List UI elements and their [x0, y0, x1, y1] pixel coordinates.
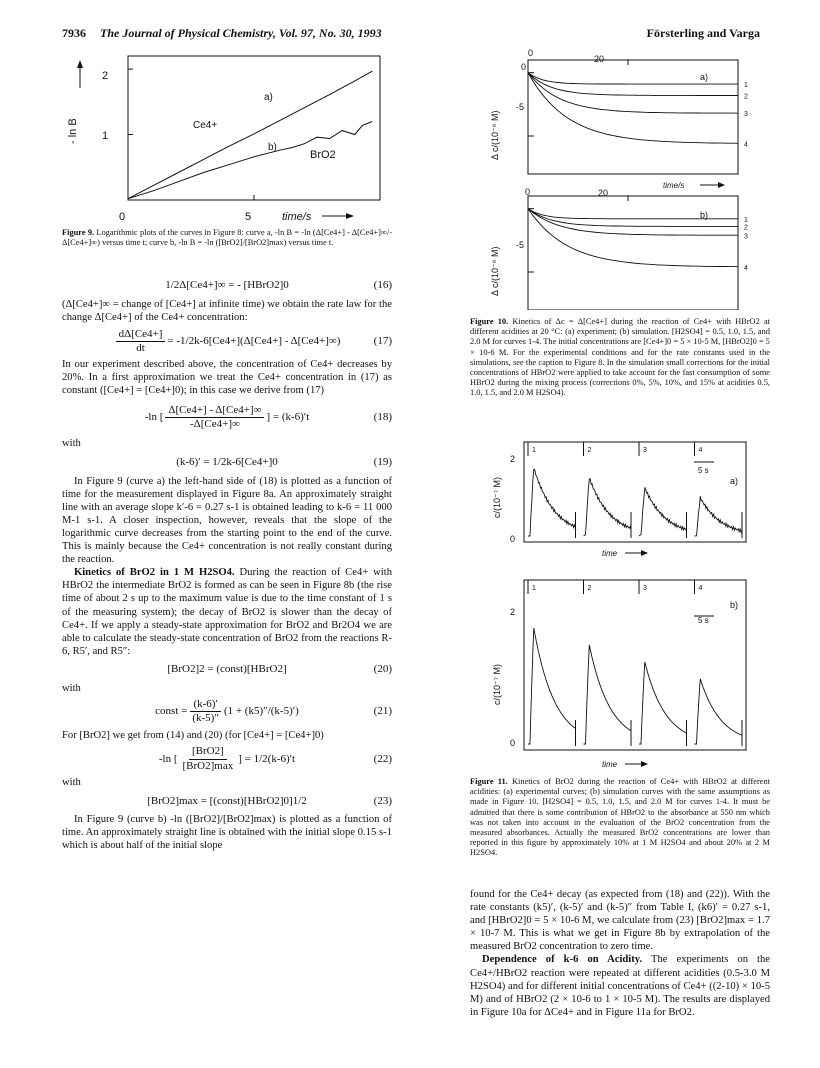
- fig11a-xlabel: time: [602, 549, 618, 558]
- fig11b-trace-2: [584, 645, 632, 744]
- fig11b-trace-4: [695, 679, 743, 744]
- paragraph: (Δ[Ce4+]∞ = change of [Ce4+] at infinite time) we obtain the rate law for the change Δ[Ce4+] of the Ce4+ concentration:: [62, 299, 392, 324]
- fig11b-frame: [524, 580, 746, 750]
- fig11a-trace-2: [584, 479, 632, 536]
- fig9-curve-a-species: Ce4+: [193, 120, 218, 131]
- paragraph: found for the Ce4+ decay (as expected from (18) and (22)). With the rate constants (k5)′, (k-5)′ and (k-5)″ from Table I, (k6)′ = 0.27 s-1, and [HBrO2]0 = 5 × 10-6 M, we calculate from (23) [BrO2]max = 1.7 × 10-7 M. This is what we get in Figure 8b by extrapolation of the measured BrO2 concentration to zero time.: [470, 889, 770, 953]
- fig9-xlabel: time/s: [282, 211, 312, 223]
- fig11a-segment-label: 2: [587, 447, 592, 454]
- paragraph: Dependence of k-6 on Acidity. The experiments on the Ce4+/HBrO2 reaction were repeated at different acidities (0.5-3.0 M H2SO4) and for different initial concentrations of Ce4+ ((2-10) × 10-5 M) and of HBrO2 (2 × 10-6 to 1 × 10-5 M). The results are displayed in Figure 10a for ΔCe4+ and in Figure 11a for BrO2.: [470, 954, 770, 1018]
- fig10a-tick-0: 0: [528, 48, 534, 58]
- fig9-frame: [128, 56, 380, 200]
- paragraph: In Figure 9 (curve a) the left-hand side of (18) is plotted as a function of time for the measurement displayed in Figure 8a. An approximately straight line with an average slope k′-6 = 0.27 s-1 is obtained leading to k-6 = 11 000 M-1 s-1. A closer inspection, however, reveals that the slope of the logarithmic curve decreases from the starting point to the end of the curve. This is mainly because the Ce4+ concentration is not really constant during the reaction.: [62, 475, 392, 566]
- equation-21: const = $\frac{(k-6)'}{(k-5)''}$ (1 + (k5)″/(k-5)′) (21): [155, 698, 392, 725]
- fig10-xlabel: time/s: [663, 181, 685, 190]
- paragraph: Kinetics of BrO2 in 1 M H2SO4. During the reaction of Ce4+ with HBrO2 the intermediate BrO2 is formed as can be seen in Figure 8b (the rise time of about 2 s up to the maximum value is due to the time constant of 1 s of the measuring system); the decay of BrO2 is slower than the decay of Ce4+. If we apply a steady-state approximation for BrO2 and Br2O4 we are able to calculate the steady-state concentration of BrO2 from the reactions R-6, R5′, and R5″:: [62, 567, 392, 657]
- fig10a-ytick-m5: -5: [516, 102, 525, 112]
- fig11b-trace-1: [528, 628, 576, 744]
- figure-9-plot: [62, 52, 392, 224]
- fig11a-trace-3: [639, 487, 687, 536]
- fig11a-scale-bar: 5 s: [698, 466, 709, 475]
- figure-10-plot: [470, 48, 770, 310]
- fig10a-curve-label: 3: [744, 111, 748, 119]
- fig10a-ylabel: Δ c/(10⁻⁶ M): [490, 110, 500, 160]
- figure-11-plot: [470, 430, 770, 770]
- fig10b-tick-0: 0: [525, 187, 531, 197]
- fig11a-trace-1: [528, 469, 576, 536]
- fig10a-ytick-0: 0: [521, 62, 527, 72]
- equation-16: 1/2Δ[Ce4+]∞ = - [HBrO2]0 (16): [165, 279, 392, 292]
- fig10b-curve-label: 3: [744, 233, 748, 241]
- fig9-curve-b-species: BrO2: [310, 149, 336, 161]
- fig9-ylabel: - ln B: [67, 118, 79, 144]
- fig11b-xlabel: time: [602, 760, 618, 769]
- fig11b-segment-label: 1: [532, 585, 536, 592]
- figure-11-caption: Figure 11. Kinetics of BrO2 during the reaction of Ce4+ with HBrO2 at different acidities: (a) experimental curves; (b) simulation curves with the same assumptions as made in Figure 10. [H2SO4] = 0.5, 1.0, 1.5, and 2.0 M for curves 1-4. It must be admitted that there is some contribution of HBrO2 to the absorbance at 550 nm which was not taken into account in the evaluation of the BrO2 concentration from the measured absorbances. Actually the measured BrO2 concentrations are lower than reported in this figure by approximately 10% at 1 M H2SO4 and about 20% at 2 M H2SO4.: [470, 777, 770, 858]
- fig11b-segment-label: 2: [587, 585, 592, 592]
- with-label: with: [62, 682, 81, 694]
- with-label: with: [62, 777, 81, 789]
- fig11b-segment-label: 3: [643, 585, 647, 592]
- fig10b-curve-label: 1: [744, 216, 748, 224]
- authors: Försterling and Varga: [646, 26, 760, 40]
- fig9-curve-b-label: b): [268, 142, 277, 153]
- fig10b-ylabel: Δ c/(10⁻⁶ M): [490, 246, 500, 296]
- fig11b-ylabel: c/(10⁻⁷ M): [492, 663, 502, 705]
- with-label: with: [62, 438, 81, 450]
- equation-22: -ln [ $\frac{\text{[BrO2]}}{\text{[BrO2]max}}$ ] = 1/2(k-6)′t (22): [158, 745, 392, 772]
- equation-19: (k-6)′ = 1/2k-6[Ce4+]0 (19): [176, 456, 392, 469]
- figure-10-caption: Figure 10. Kinetics of Δc = Δ[Ce4+] during the reaction of Ce4+ with HBrO2 at different acidities at 20 °C: (a) experiment; (b) simulation. [H2SO4] = 0.5, 1.0, 1.5, and 2.0 M for curves 1-4. The initial concentrations are [Ce4+]0 = 5 × 10-5 M, [HBrO2]0 = 5 × 10-6 M. For the experimental conditions and for the rate constants used in the simulations, see the caption to Figure 8. In the simulation small corrections for the initial concentrations of HBrO2 were applied to take account for the fast consumption of some HBrO2 during the mixing process (corrections 0%, 5%, 10%, and 15% at acidities 0.5, 1.0, 1.5, and 2.0 M H2SO4).: [470, 317, 770, 398]
- equation-20: [BrO2]2 = (const)[HBrO2] (20): [167, 663, 392, 676]
- fig11a-ytick-2: 2: [510, 454, 516, 464]
- fig11b-panel-label: b): [730, 600, 739, 610]
- fig10b-panel-label: b): [700, 210, 709, 220]
- fig11a-frame: [524, 442, 746, 542]
- fig11b-ytick-2: 2: [510, 607, 516, 617]
- fig11a-ylabel: c/(10⁻⁷ M): [492, 476, 502, 518]
- fig10a-curve-label: 1: [744, 82, 748, 90]
- fig11a-segment-label: 4: [698, 447, 703, 454]
- fig10b-curve-label: 2: [744, 224, 748, 232]
- fig11a-segment-label: 1: [532, 447, 536, 454]
- equation-23: [BrO2]max = [(const)[HBrO2]0]1/2 (23): [147, 794, 392, 807]
- page-number: 7936: [62, 26, 86, 40]
- fig10a-tick-20: 20: [594, 54, 605, 64]
- fig9-curve-b: [128, 122, 372, 199]
- fig10a-curve-label: 2: [744, 93, 748, 101]
- fig10b-ytick-m5: -5: [516, 240, 525, 250]
- fig11b-segment-label: 4: [698, 585, 703, 592]
- fig9-xtick-0: 0: [119, 211, 126, 223]
- fig9-xtick-5: 5: [245, 211, 252, 223]
- equation-17: $\frac{d\Delta[Ce4+]}{dt}$ = -1/2k-6[Ce4+](Δ[Ce4+] - Δ[Ce4+]∞) (17): [62, 324, 392, 358]
- paragraph: In our experiment described above, the concentration of Ce4+ decreases by 20%. In a first approximation we treat the Ce4+ concentration in (17) as constant ([Ce4+] = [Ce4+]0); in this case we derive from (17): [62, 359, 392, 397]
- equation-18: -ln [ $\frac{\Delta[Ce4+] - \Delta[Ce4+]\infty}{-\Delta[Ce4+]\infty}$ ] = (k-6)′t (18): [144, 403, 392, 430]
- fig10a-curve-4: [528, 73, 738, 144]
- right-column: [470, 888, 770, 1019]
- fig9-ytick-2: 2: [102, 70, 109, 82]
- fig11a-ytick-0: 0: [510, 534, 516, 544]
- fig9-curve-a-label: a): [264, 92, 273, 103]
- fig10b-tick-20: 20: [598, 188, 609, 198]
- fig11a-panel-label: a): [730, 476, 739, 486]
- fig10b-curve-label: 4: [744, 264, 748, 272]
- paragraph: In Figure 9 (curve b) -ln ([BrO2]/[BrO2]max) is plotted as a function of time. An approximately straight line is obtained with the initial slope 0.15 s-1 which is about half of the initial slope: [62, 814, 392, 852]
- left-column: [62, 274, 392, 852]
- fig10a-panel-label: a): [700, 72, 709, 82]
- fig11b-trace-3: [639, 662, 687, 744]
- fig9-ytick-1: 1: [102, 130, 109, 142]
- fig11a-trace-4: [695, 496, 743, 536]
- fig11b-ytick-0: 0: [510, 738, 516, 748]
- fig11b-scale-bar: 5 s: [698, 616, 709, 625]
- fig10a-curve-label: 4: [744, 141, 748, 149]
- fig11a-segment-label: 3: [643, 447, 647, 454]
- figure-9-caption: Figure 9. Logarithmic plots of the curves in Figure 8: curve a, -ln B = -ln (Δ[Ce4+] - Δ[Ce4+]∞/-Δ[Ce4+]∞) versus time t; curve b, -ln B = -ln ([BrO2]/[BrO2]max) versus time t.: [62, 228, 392, 248]
- paragraph: For [BrO2] we get from (14) and (20) (for [Ce4+] = [Ce4+]0): [62, 729, 324, 741]
- journal-title: The Journal of Physical Chemistry, Vol. 97, No. 30, 1993: [100, 26, 382, 40]
